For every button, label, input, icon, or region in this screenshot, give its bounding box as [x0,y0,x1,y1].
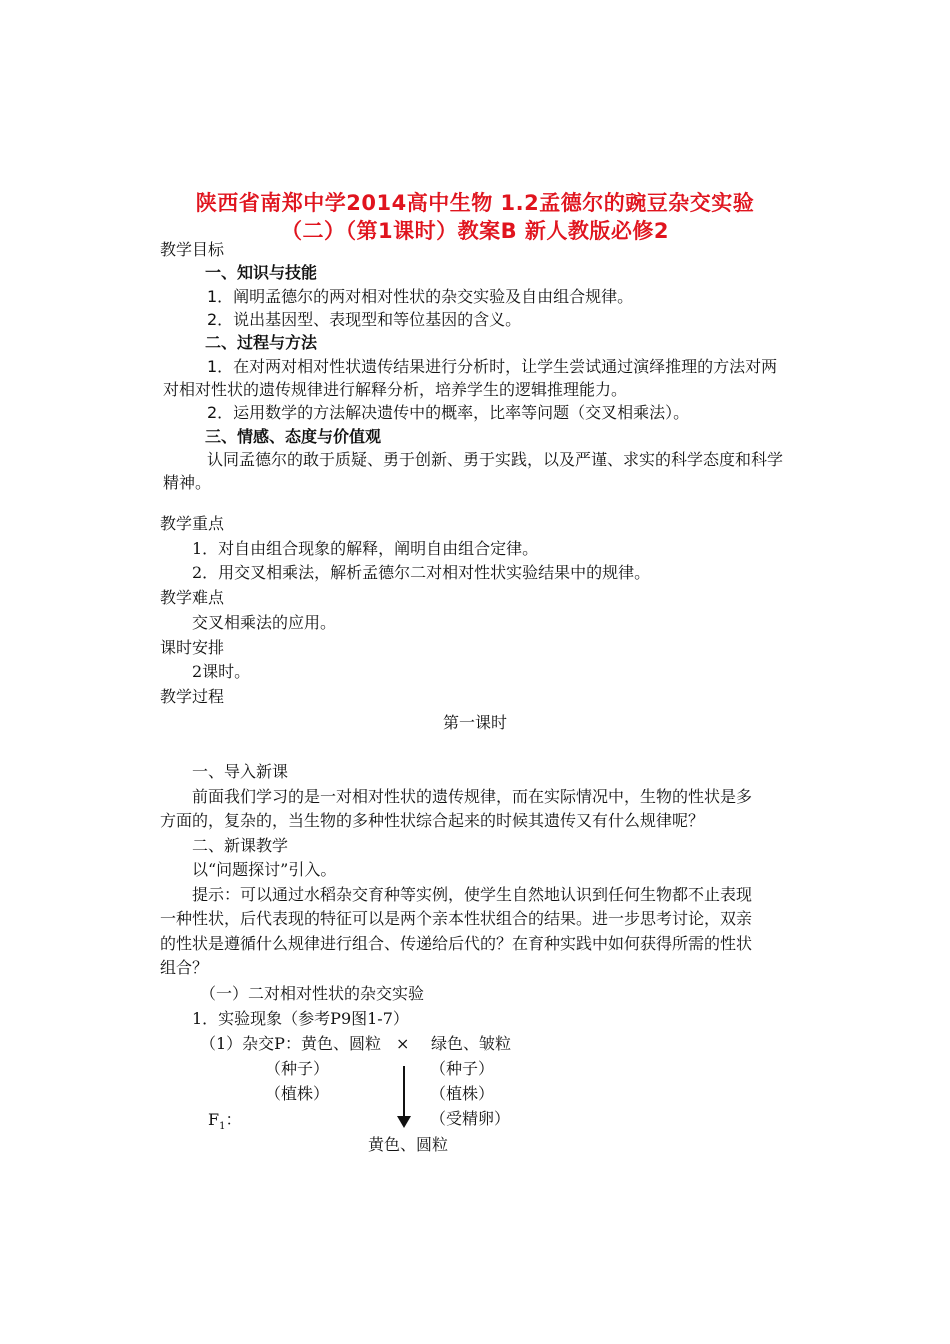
down-arrow-line [403,1066,405,1118]
document-title-line1: 陕西省南郑中学2014高中生物 1.2孟德尔的豌豆杂交实验 [195,191,755,215]
plant-label-right: （植株） [430,1084,495,1103]
schedule-text: 2课时。 [192,662,251,681]
emotion-line2: 精神。 [163,473,212,492]
process-heading: 教学过程 [160,687,225,706]
new-lesson-intro: 以“问题探讨”引入。 [192,860,337,879]
document-title-line2: （二）（第1课时）教案B 新人教版必修2 [280,219,670,243]
objectives-heading: 教学目标 [160,240,225,259]
difficulty-heading: 教学难点 [160,588,225,607]
process-item-1-line2: 对相对性状的遗传规律进行解释分析，培养学生的逻辑推理能力。 [163,380,628,399]
f1-label [208,1110,242,1137]
hint-line4: 组合？ [160,958,209,977]
process-item-2: 2．运用数学的方法解决遗传中的概率，比率等问题（交叉相乘法）。 [207,403,690,422]
intro-heading: 一、导入新课 [192,762,289,781]
intro-line1: 前面我们学习的是一对相对性状的遗传规律，而在实际情况中，生物的性状是多 [192,787,753,806]
cross-symbol: × [396,1034,410,1053]
section-1-item: 1．实验现象（参考P9图1-7） [192,1009,409,1028]
difficulty-text: 交叉相乘法的应用。 [192,613,337,632]
seed-label-right: （种子） [430,1059,495,1078]
new-lesson-heading: 二、新课教学 [192,836,289,855]
cross-parent-left: （1）杂交P：黄色、圆粒 [200,1034,381,1053]
emotion-heading: 三、情感、态度与价值观 [205,427,382,446]
process-methods-heading: 二、过程与方法 [205,333,318,352]
knowledge-item-2: 2．说出基因型、表现型和等位基因的含义。 [207,310,522,329]
fertilized-egg-label: （受精卵） [430,1109,511,1128]
key-point-2: 2．用交叉相乘法，解析孟德尔二对相对性状实验结果中的规律。 [192,563,651,582]
hint-line2: 一种性状，后代表现的特征可以是两个亲本性状组合的结果。进一步思考讨论，双亲 [160,909,753,928]
process-item-1-line1: 1．在对两对相对性状遗传结果进行分析时，让学生尝试通过演绎推理的方法对两 [207,357,778,376]
knowledge-skills-heading: 一、知识与技能 [205,263,318,282]
schedule-heading: 课时安排 [160,638,225,657]
seed-label-left: （种子） [265,1059,330,1078]
key-point-1: 1．对自由组合现象的解释，阐明自由组合定律。 [192,539,539,558]
section-1-heading: （一）二对相对性状的杂交实验 [200,984,425,1003]
down-arrow-head [397,1116,411,1128]
f1-result: 黄色、圆粒 [368,1135,449,1154]
f1-subscript: 1 [219,1121,226,1133]
knowledge-item-1: 1．阐明孟德尔的两对相对性状的杂交实验及自由组合规律。 [207,287,634,306]
intro-line2: 方面的，复杂的，当生物的多种性状综合起来的时候其遗传又有什么规律呢？ [160,811,705,830]
plant-label-left: （植株） [265,1084,330,1103]
lesson-title: 第一课时 [443,713,508,732]
f1-colon: ： [225,1110,242,1129]
cross-parent-right: 绿色、皱粒 [431,1034,512,1053]
hint-line3: 的性状是遵循什么规律进行组合、传递给后代的？在育种实践中如何获得所需的性状 [160,934,753,953]
f1-letter: F [208,1110,220,1129]
hint-line1: 提示：可以通过水稻杂交育种等实例，使学生自然地认识到任何生物都不止表现 [192,885,753,904]
emotion-line1: 认同孟德尔的敢于质疑、勇于创新、勇于实践，以及严谨、求实的科学态度和科学 [207,450,784,469]
key-points-heading: 教学重点 [160,514,225,533]
